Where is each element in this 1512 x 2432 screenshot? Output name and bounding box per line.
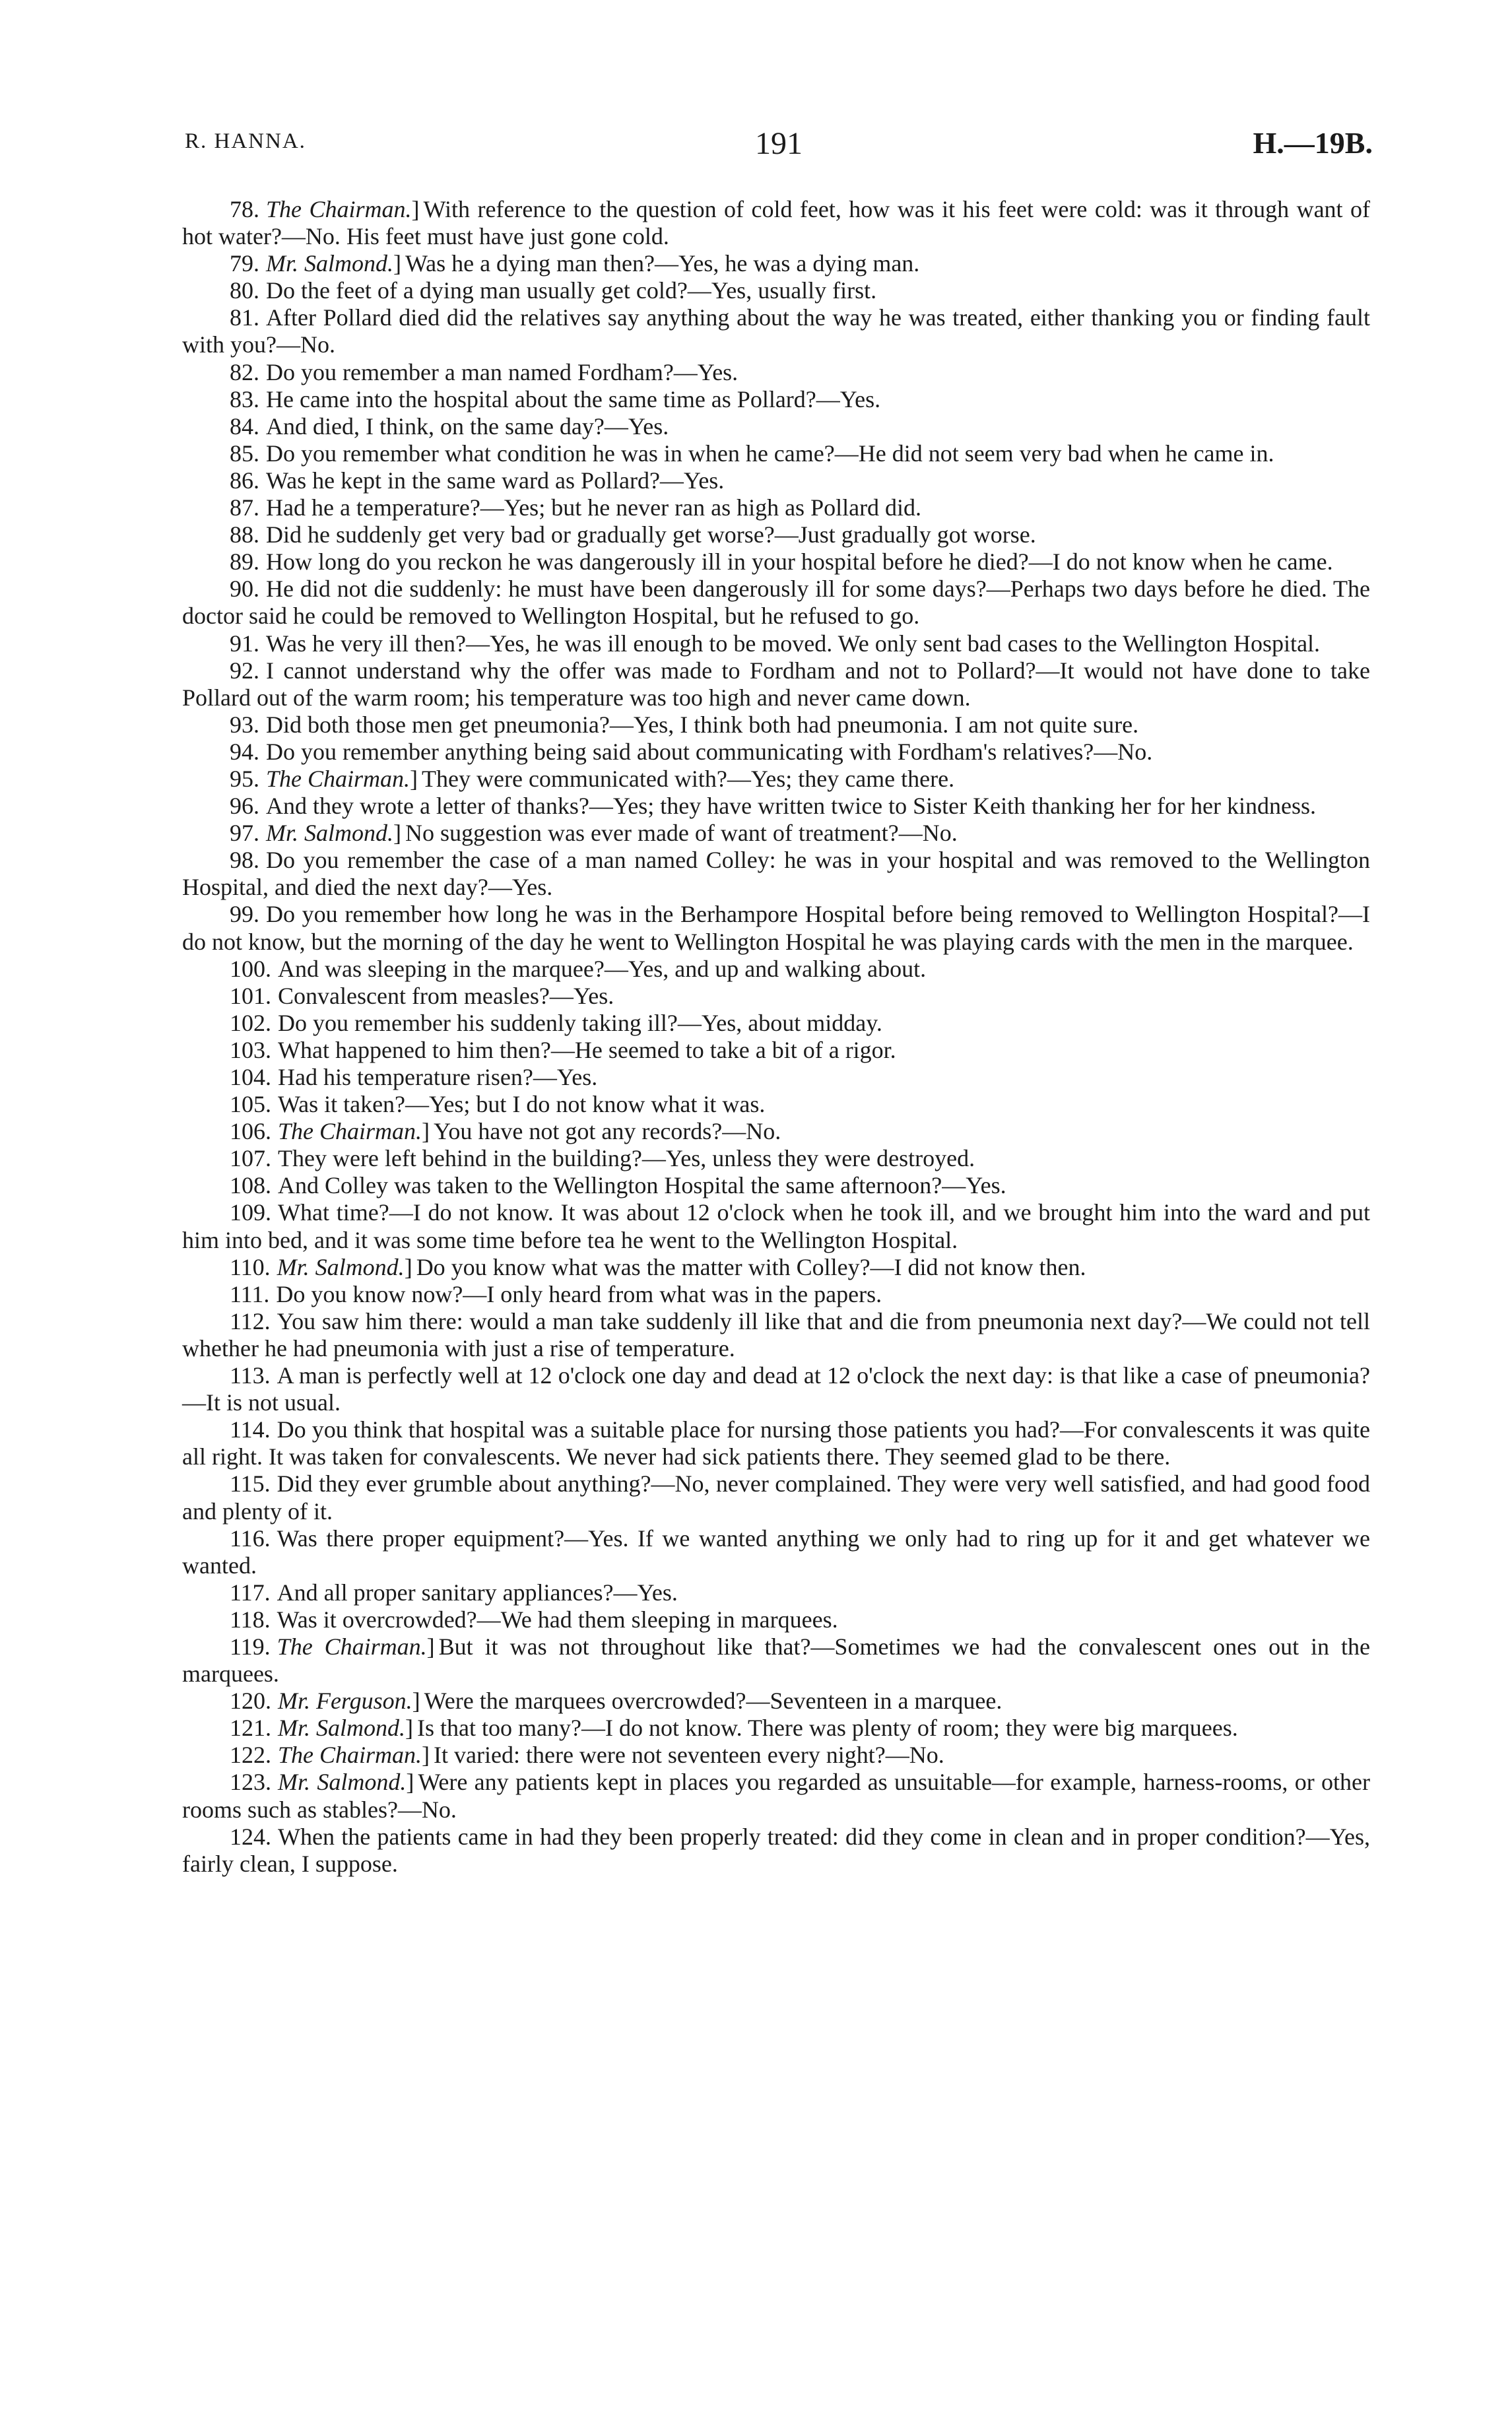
question-number: 93. — [230, 711, 259, 738]
question-number: 86. — [230, 467, 259, 494]
question-paragraph — [182, 1470, 1370, 1525]
question-number: 84. — [230, 412, 259, 440]
question-answer-text: No suggestion was ever made of want of treatment?—No. — [405, 820, 958, 847]
question-number: 109. — [230, 1199, 271, 1226]
question-answer-text: It varied: there were not seventeen every night?—No. — [434, 1742, 944, 1769]
question-answer-text: Had his temperature risen?—Yes. — [278, 1064, 598, 1090]
speaker-attribution: Mr. Salmond.] — [278, 1715, 414, 1742]
question-number: 102. — [230, 1009, 271, 1036]
question-answer-text: A man is perfectly well at 12 o'clock one day and dead at 12 o'clock the next day: is that like a case of pneumonia?—It is not usual. — [182, 1362, 1370, 1416]
question-answer-text: Do you remember anything being said about communicating with Fordham's relatives?—No. — [266, 738, 1153, 765]
question-number: 95. — [230, 765, 259, 792]
question-paragraph — [182, 359, 1370, 386]
page-header — [185, 126, 1373, 169]
question-paragraph — [182, 1254, 1370, 1281]
question-answer-text: How long do you reckon he was dangerously ill in your hospital before he died?—I do not know when he came. — [266, 548, 1333, 575]
speaker-attribution: The Chairman.] — [278, 1742, 430, 1769]
question-answer-text: Were any patients kept in places you regarded as unsuitable—for example, harness-rooms, or other rooms such as stables?—No. — [182, 1769, 1370, 1823]
question-paragraph — [182, 1281, 1370, 1308]
question-answer-text: Was he very ill then?—Yes, he was ill enough to be moved. We only sent bad cases to the Wellington Hospital. — [266, 630, 1321, 657]
speaker-name: Mr. Ferguson. — [278, 1688, 412, 1715]
question-paragraph — [182, 793, 1370, 820]
speaker-attribution: Mr. Salmond.] — [266, 250, 402, 277]
speaker-name: The Chairman. — [277, 1633, 427, 1660]
speaker-name: The Chairman. — [278, 1118, 422, 1145]
question-number: 107. — [230, 1145, 271, 1172]
page-number: 191 — [755, 126, 803, 161]
question-paragraph — [182, 956, 1370, 983]
question-answer-text: Did he suddenly get very bad or gradually get worse?—Just gradually got worse. — [266, 521, 1036, 548]
question-answer-text: You saw him there: would a man take suddenly ill like that and die from pneumonia next day?—We could not tell whether he had pneumonia with just a rise of temperature. — [182, 1307, 1370, 1362]
question-number: 101. — [230, 982, 271, 1009]
question-number: 105. — [230, 1091, 271, 1118]
question-number: 100. — [230, 955, 271, 982]
question-answer-text: What time?—I do not know. It was about 12 o'clock when he took ill, and we brought him into the ward and put him into bed, and it was some time before tea he went to the Wellington Hospital. — [182, 1199, 1370, 1253]
question-paragraph — [182, 1769, 1370, 1823]
question-number: 96. — [230, 793, 259, 820]
question-paragraph — [182, 196, 1370, 250]
question-paragraph — [182, 1118, 1370, 1145]
question-paragraph — [182, 277, 1370, 304]
question-answer-text: Convalescent from measles?—Yes. — [278, 982, 614, 1009]
question-answer-text: When the patients came in had they been properly treated: did they come in clean and in proper condition?—Yes, fairly clean, I suppose. — [182, 1823, 1370, 1877]
question-paragraph — [182, 1579, 1370, 1606]
question-paragraph — [182, 1172, 1370, 1199]
speaker-attribution: The Chairman.] — [277, 1633, 435, 1660]
question-paragraph — [182, 1416, 1370, 1470]
question-answer-text: Was it overcrowded?—We had them sleeping in marquees. — [277, 1606, 838, 1633]
question-paragraph — [182, 440, 1370, 467]
question-answer-text: Do you remember how long he was in the Berhampore Hospital before being removed to Wellington Hospital?—I do not know, but the morning of the day he went to Wellington Hospital he was playing cards with the men in the marquee. — [182, 901, 1370, 955]
speaker-name: Mr. Salmond. — [266, 250, 394, 277]
question-number: 117. — [230, 1579, 271, 1606]
speaker-attribution: The Chairman.] — [278, 1118, 430, 1145]
question-paragraph — [182, 901, 1370, 955]
speaker-attribution: Mr. Salmond.] — [277, 1253, 412, 1280]
question-paragraph — [182, 548, 1370, 575]
question-paragraph — [182, 657, 1370, 711]
speaker-attribution: Mr. Salmond.] — [278, 1769, 414, 1796]
question-number: 112. — [230, 1307, 271, 1334]
question-paragraph — [182, 1824, 1370, 1878]
question-number: 103. — [230, 1036, 271, 1063]
question-answer-text: But it was not throughout like that?—Sometimes we had the convalescent ones out in the marquees. — [182, 1633, 1370, 1688]
speaker-name: The Chairman. — [266, 765, 411, 792]
question-number: 123. — [230, 1769, 271, 1796]
question-paragraph — [182, 1064, 1370, 1091]
question-answer-text: What happened to him then?—He seemed to take a bit of a rigor. — [278, 1036, 896, 1063]
speaker-attribution: The Chairman.] — [266, 765, 418, 792]
speaker-name: Mr. Salmond. — [277, 1253, 405, 1280]
question-number: 111. — [230, 1280, 270, 1307]
question-answer-text: Do you remember a man named Fordham?—Yes. — [266, 358, 739, 385]
question-number: 85. — [230, 440, 259, 467]
question-answer-text: I cannot understand why the offer was made to Fordham and not to Pollard?—It would not have done to take Pollard out of the warm room; his temperature was too high and never came down. — [182, 657, 1370, 711]
question-number: 108. — [230, 1172, 271, 1199]
speaker-attribution: The Chairman.] — [266, 196, 420, 222]
question-paragraph — [182, 1037, 1370, 1064]
question-number: 124. — [230, 1823, 271, 1850]
question-paragraph — [182, 304, 1370, 358]
question-answer-text: Were the marquees overcrowded?—Seventeen in a marquee. — [424, 1688, 1003, 1715]
question-paragraph — [182, 1688, 1370, 1715]
question-number: 119. — [230, 1633, 271, 1660]
question-number: 97. — [230, 820, 259, 847]
question-answer-text: They were communicated with?—Yes; they came there. — [422, 765, 955, 792]
speaker-attribution: Mr. Ferguson.] — [278, 1688, 420, 1715]
document-reference: H.—19B. — [1253, 126, 1373, 160]
question-number: 80. — [230, 277, 259, 304]
question-paragraph — [182, 575, 1370, 630]
question-paragraph — [182, 467, 1370, 494]
question-answer-text: Is that too many?—I do not know. There was plenty of room; they were big marquees. — [417, 1715, 1238, 1742]
question-answer-text: Do the feet of a dying man usually get cold?—Yes, usually first. — [266, 277, 877, 304]
question-answer-text: And all proper sanitary appliances?—Yes. — [277, 1579, 678, 1606]
question-answer-text: Do you know what was the matter with Colley?—I did not know then. — [416, 1253, 1086, 1280]
question-answer-text: Did both those men get pneumonia?—Yes, I think both had pneumonia. I am not quite sure. — [266, 711, 1139, 738]
question-answer-text: Had he a temperature?—Yes; but he never ran as high as Pollard did. — [266, 494, 922, 521]
question-answer-text: Do you remember what condition he was in when he came?—He did not seem very bad when he came in. — [266, 440, 1274, 467]
question-number: 116. — [230, 1525, 271, 1552]
question-number: 114. — [230, 1416, 271, 1443]
question-answer-text: Do you remember his suddenly taking ill?—Yes, about midday. — [278, 1009, 882, 1036]
question-answer-text: And was sleeping in the marquee?—Yes, and up and walking about. — [278, 955, 927, 982]
question-answer-text: Do you know now?—I only heard from what was in the papers. — [276, 1280, 882, 1307]
question-answer-text: They were left behind in the building?—Yes, unless they were destroyed. — [278, 1145, 975, 1172]
question-number: 79. — [230, 250, 259, 277]
question-paragraph — [182, 630, 1370, 657]
question-paragraph — [182, 983, 1370, 1010]
question-number: 118. — [230, 1606, 271, 1633]
question-answer-text: He came into the hospital about the same time as Pollard?—Yes. — [266, 385, 881, 412]
question-answer-text: And Colley was taken to the Wellington Hospital the same afternoon?—Yes. — [278, 1172, 1006, 1199]
question-number: 81. — [230, 304, 259, 331]
question-paragraph — [182, 250, 1370, 277]
question-number: 91. — [230, 630, 259, 657]
question-answer-text: Was there proper equipment?—Yes. If we wanted anything we only had to ring up for it and get whatever we wanted. — [182, 1525, 1370, 1579]
question-paragraph — [182, 1606, 1370, 1633]
speaker-name: Mr. Salmond. — [266, 820, 394, 847]
question-number: 78. — [230, 196, 259, 222]
question-answer-text: Do you remember the case of a man named Colley: he was in your hospital and was removed to the Wellington Hospital, and died the next day?—Yes. — [182, 847, 1370, 901]
witness-name: R. HANNA. — [185, 129, 306, 153]
speaker-name: The Chairman. — [266, 196, 412, 222]
question-answer-text: Was he a dying man then?—Yes, he was a dying man. — [405, 250, 920, 277]
question-number: 121. — [230, 1715, 271, 1742]
question-number: 113. — [230, 1362, 271, 1389]
question-number: 83. — [230, 385, 259, 412]
question-answer-text: He did not die suddenly: he must have been dangerously ill for some days?—Perhaps two days before he died. The doctor said he could be removed to Wellington Hospital, but he refused to go. — [182, 575, 1370, 630]
question-number: 99. — [230, 901, 259, 928]
speaker-name: The Chairman. — [278, 1742, 422, 1769]
question-answer-text: After Pollard died did the relatives say anything about the way he was treated, either thanking you or finding fault with you?—No. — [182, 304, 1370, 358]
question-paragraph — [182, 1715, 1370, 1742]
question-number: 122. — [230, 1742, 271, 1769]
question-number: 90. — [230, 575, 259, 603]
question-paragraph — [182, 739, 1370, 766]
question-paragraph — [182, 1145, 1370, 1172]
question-answer-text: Was it taken?—Yes; but I do not know what it was. — [278, 1091, 766, 1118]
question-paragraph — [182, 1633, 1370, 1688]
question-paragraph — [182, 711, 1370, 739]
question-paragraph — [182, 1742, 1370, 1769]
question-number: 104. — [230, 1064, 271, 1090]
question-number: 110. — [230, 1253, 271, 1280]
question-number: 120. — [230, 1688, 271, 1715]
question-answer-text: With reference to the question of cold feet, how was it his feet were cold: was it through want of hot water?—No. His feet must have just gone cold. — [182, 196, 1370, 250]
question-paragraph — [182, 1308, 1370, 1362]
question-paragraph — [182, 1199, 1370, 1253]
question-answer-text: And died, I think, on the same day?—Yes. — [266, 412, 669, 440]
question-number: 98. — [230, 847, 259, 874]
question-paragraph — [182, 521, 1370, 548]
question-answer-text: And they wrote a letter of thanks?—Yes; they have written twice to Sister Keith thanking her for her kindness. — [266, 793, 1316, 820]
question-number: 89. — [230, 548, 259, 575]
question-paragraph — [182, 413, 1370, 440]
question-paragraph — [182, 766, 1370, 793]
question-number: 106. — [230, 1118, 271, 1145]
question-paragraph — [182, 494, 1370, 521]
question-answer-text: Did they ever grumble about anything?—No, never complained. They were very well satisfied, and had good food and plenty of it. — [182, 1470, 1370, 1525]
question-answer-text: Do you think that hospital was a suitable place for nursing those patients you had?—For convalescents it was quite all right. It was taken for convalescents. We never had sick patients there. They seemed glad to be there. — [182, 1416, 1370, 1470]
question-paragraph — [182, 386, 1370, 413]
question-answer-text: You have not got any records?—No. — [434, 1118, 781, 1145]
question-paragraph — [182, 1525, 1370, 1579]
question-paragraph — [182, 820, 1370, 847]
speaker-attribution: Mr. Salmond.] — [266, 820, 402, 847]
question-number: 88. — [230, 521, 259, 548]
speaker-name: Mr. Salmond. — [278, 1769, 407, 1796]
question-paragraph — [182, 847, 1370, 901]
question-number: 92. — [230, 657, 259, 684]
question-number: 82. — [230, 358, 259, 385]
question-answer-text: Was he kept in the same ward as Pollard?—Yes. — [266, 467, 725, 494]
question-number: 94. — [230, 738, 259, 765]
question-paragraph — [182, 1091, 1370, 1118]
evidence-body — [182, 196, 1370, 1878]
question-number: 115. — [230, 1470, 271, 1497]
question-number: 87. — [230, 494, 259, 521]
speaker-name: Mr. Salmond. — [278, 1715, 406, 1742]
question-paragraph — [182, 1010, 1370, 1037]
question-paragraph — [182, 1362, 1370, 1416]
